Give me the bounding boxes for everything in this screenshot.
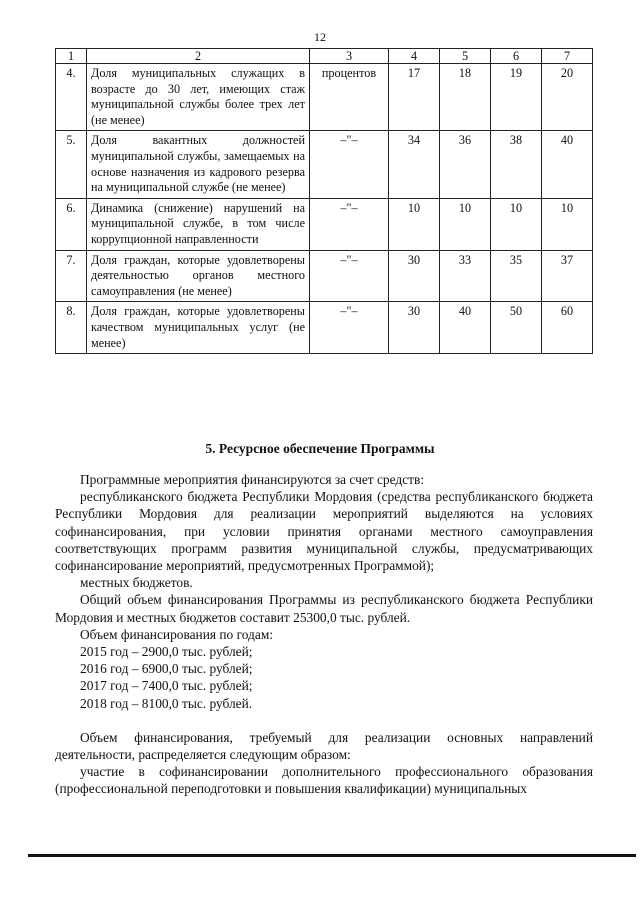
row-number: 8. bbox=[56, 302, 87, 354]
paragraph: Программные мероприятия финансируются за счет средств: bbox=[80, 472, 425, 487]
indicator-name: Динамика (снижение) нарушений на муниципальной службе, в том числе коррупционной направленности bbox=[87, 198, 310, 250]
column-header: 5 bbox=[440, 49, 491, 64]
table-row bbox=[56, 64, 593, 131]
unit-cell: процентов bbox=[310, 64, 389, 131]
unit-cell: –"– bbox=[310, 131, 389, 198]
value-cell: 36 bbox=[440, 131, 491, 198]
indicator-name: Доля вакантных должностей муниципальной службы, замещаемых на основе назначения из кадрового резерва на муниципальной службе (не менее) bbox=[87, 131, 310, 198]
section-title: 5. Ресурсное обеспечение Программы bbox=[205, 441, 435, 456]
column-header: 6 bbox=[491, 49, 542, 64]
paragraph: республиканского бюджета Республики Мордовия (средства республиканского бюджета Республики Мордовия для реализации мероприятий выделяются на условиях софинансирования, при условии принятия органами местного самоуправления соответствующих программ развития муниципальной службы, предусматривающих софинансирование мероприятий, предусмотренных Программой); bbox=[55, 489, 593, 574]
value-cell: 38 bbox=[491, 131, 542, 198]
paragraph: Общий объем финансирования Программы из республиканского бюджета Республики Мордовия и местных бюджетов составит 25300,0 тыс. рублей. bbox=[55, 592, 593, 625]
row-number: 4. bbox=[56, 64, 87, 131]
value-cell: 34 bbox=[389, 131, 440, 198]
indicator-name: Доля граждан, которые удовлетворены качеством муниципальных услуг (не менее) bbox=[87, 302, 310, 354]
column-header: 2 bbox=[87, 49, 310, 64]
table-row bbox=[56, 302, 593, 354]
column-header: 1 bbox=[56, 49, 87, 64]
funding-year-line: 2018 год – 8100,0 тыс. рублей. bbox=[80, 695, 253, 711]
value-cell: 33 bbox=[440, 250, 491, 302]
paragraph: местных бюджетов. bbox=[80, 575, 193, 591]
paragraph: Объем финансирования, требуемый для реализации основных направлений деятельности, распределяется следующим образом: bbox=[55, 729, 593, 763]
value-cell: 50 bbox=[491, 302, 542, 354]
value-cell: 37 bbox=[542, 250, 593, 302]
column-header: 3 bbox=[310, 49, 389, 64]
value-cell: 60 bbox=[542, 302, 593, 354]
table-header-row bbox=[56, 49, 593, 64]
value-cell: 40 bbox=[542, 131, 593, 198]
value-cell: 20 bbox=[542, 64, 593, 131]
row-number: 6. bbox=[56, 198, 87, 250]
value-cell: 35 bbox=[491, 250, 542, 302]
value-cell: 30 bbox=[389, 250, 440, 302]
column-header: 7 bbox=[542, 49, 593, 64]
funding-year-line: 2016 год – 6900,0 тыс. рублей; bbox=[80, 661, 253, 677]
table-row bbox=[56, 250, 593, 302]
page-number: 12 bbox=[314, 30, 326, 44]
indicator-name: Доля муниципальных служащих в возрасте до 30 лет, имеющих стаж муниципальной службы более трех лет (не менее) bbox=[87, 64, 310, 131]
indicator-name: Доля граждан, которые удовлетворены деятельностью органов местного самоуправления (не менее) bbox=[87, 250, 310, 302]
value-cell: 10 bbox=[542, 198, 593, 250]
table-row bbox=[56, 198, 593, 250]
value-cell: 19 bbox=[491, 64, 542, 131]
unit-cell: –"– bbox=[310, 250, 389, 302]
column-header: 4 bbox=[389, 49, 440, 64]
paragraph: Объем финансирования по годам: bbox=[80, 626, 274, 642]
value-cell: 40 bbox=[440, 302, 491, 354]
value-cell: 10 bbox=[491, 198, 542, 250]
paragraph: участие в софинансировании дополнительного профессионального образования (профессиональной переподготовки и повышения квалификации) муниципальных bbox=[55, 764, 593, 797]
value-cell: 10 bbox=[389, 198, 440, 250]
row-number: 7. bbox=[56, 250, 87, 302]
bottom-divider bbox=[28, 854, 636, 857]
value-cell: 30 bbox=[389, 302, 440, 354]
funding-year-line: 2015 год – 2900,0 тыс. рублей; bbox=[80, 644, 253, 660]
value-cell: 18 bbox=[440, 64, 491, 131]
table-row bbox=[56, 131, 593, 198]
unit-cell: –"– bbox=[310, 198, 389, 250]
body-text bbox=[55, 471, 593, 798]
indicators-table bbox=[55, 48, 593, 354]
unit-cell: –"– bbox=[310, 302, 389, 354]
funding-year-line: 2017 год – 7400,0 тыс. рублей; bbox=[80, 678, 253, 694]
value-cell: 17 bbox=[389, 64, 440, 131]
value-cell: 10 bbox=[440, 198, 491, 250]
row-number: 5. bbox=[56, 131, 87, 198]
